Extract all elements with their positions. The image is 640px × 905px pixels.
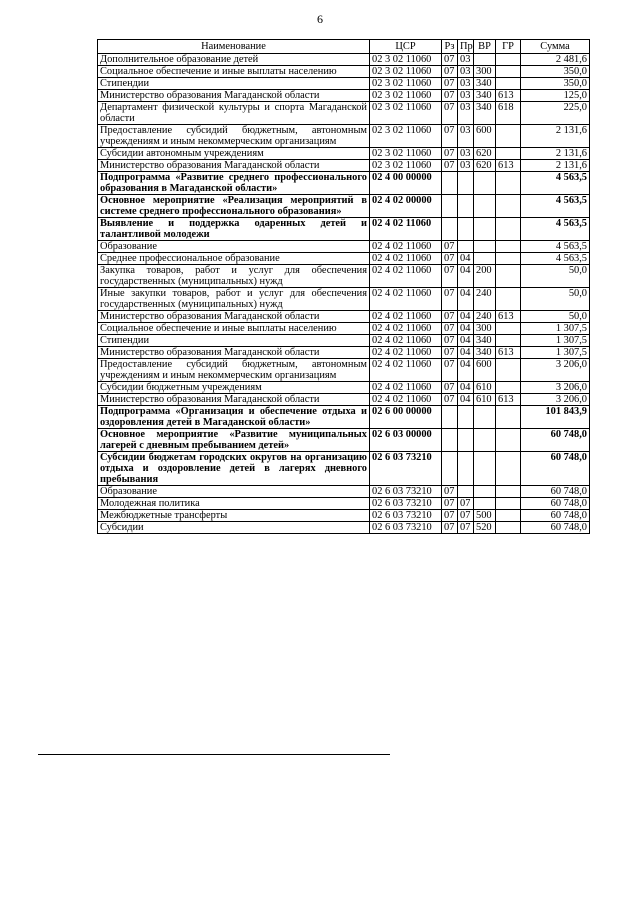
- cell-gr: [496, 486, 521, 498]
- cell-rz: 07: [442, 160, 458, 172]
- cell-pr: 04: [458, 335, 474, 347]
- cell-csr: 02 4 02 11060: [370, 382, 442, 394]
- cell-name: Стипендии: [98, 335, 370, 347]
- cell-vr: 600: [474, 359, 496, 382]
- cell-gr: [496, 510, 521, 522]
- table-body: [98, 54, 590, 534]
- cell-sum: 125,0: [521, 90, 590, 102]
- cell-name: Межбюджетные трансферты: [98, 510, 370, 522]
- cell-csr: 02 3 02 11060: [370, 102, 442, 125]
- table-row: [98, 241, 590, 253]
- cell-sum: 1 307,5: [521, 323, 590, 335]
- cell-pr: [458, 486, 474, 498]
- cell-pr: 03: [458, 125, 474, 148]
- cell-gr: [496, 429, 521, 452]
- cell-pr: 04: [458, 265, 474, 288]
- table-row: [98, 195, 590, 218]
- cell-rz: 07: [442, 148, 458, 160]
- cell-name: Министерство образования Магаданской области: [98, 394, 370, 406]
- cell-pr: 03: [458, 102, 474, 125]
- cell-gr: [496, 288, 521, 311]
- table-row: [98, 522, 590, 534]
- cell-sum: 50,0: [521, 265, 590, 288]
- cell-rz: [442, 452, 458, 486]
- table-row: [98, 335, 590, 347]
- cell-sum: 4 563,5: [521, 218, 590, 241]
- cell-csr: 02 4 02 11060: [370, 359, 442, 382]
- cell-vr: [474, 429, 496, 452]
- cell-sum: 3 206,0: [521, 394, 590, 406]
- table-header-row: [98, 40, 590, 54]
- page-number: 6: [317, 12, 323, 26]
- cell-pr: 03: [458, 148, 474, 160]
- header-rz: Рз: [442, 40, 458, 54]
- cell-rz: 07: [442, 102, 458, 125]
- table-row: [98, 394, 590, 406]
- cell-gr: [496, 265, 521, 288]
- cell-vr: 610: [474, 382, 496, 394]
- cell-vr: 340: [474, 90, 496, 102]
- cell-vr: 300: [474, 66, 496, 78]
- cell-rz: 07: [442, 66, 458, 78]
- cell-rz: 07: [442, 78, 458, 90]
- cell-pr: [458, 452, 474, 486]
- table-row: [98, 347, 590, 359]
- cell-sum: 1 307,5: [521, 347, 590, 359]
- cell-gr: 618: [496, 102, 521, 125]
- cell-name: Подпрограмма «Развитие среднего профессионального образования в Магаданской области»: [98, 172, 370, 195]
- cell-name: Предоставление субсидий бюджетным, автономным учреждениям и иным некоммерческим организациям: [98, 125, 370, 148]
- cell-csr: 02 4 02 11060: [370, 311, 442, 323]
- table-row: [98, 510, 590, 522]
- cell-gr: [496, 218, 521, 241]
- cell-sum: 60 748,0: [521, 510, 590, 522]
- cell-vr: 600: [474, 125, 496, 148]
- cell-vr: 620: [474, 148, 496, 160]
- cell-gr: [496, 359, 521, 382]
- cell-csr: 02 4 02 11060: [370, 335, 442, 347]
- cell-sum: 2 131,6: [521, 160, 590, 172]
- cell-name: Министерство образования Магаданской области: [98, 347, 370, 359]
- cell-sum: 1 307,5: [521, 335, 590, 347]
- cell-rz: 07: [442, 265, 458, 288]
- cell-pr: [458, 406, 474, 429]
- cell-pr: 07: [458, 510, 474, 522]
- cell-rz: 07: [442, 510, 458, 522]
- cell-vr: 300: [474, 323, 496, 335]
- cell-sum: 2 131,6: [521, 125, 590, 148]
- cell-sum: 101 843,9: [521, 406, 590, 429]
- table-row: [98, 78, 590, 90]
- cell-name: Дополнительное образование детей: [98, 54, 370, 66]
- cell-vr: 340: [474, 102, 496, 125]
- cell-rz: 07: [442, 335, 458, 347]
- cell-rz: 07: [442, 394, 458, 406]
- cell-vr: 500: [474, 510, 496, 522]
- cell-name: Предоставление субсидий бюджетным, автономным учреждениям и иным некоммерческим организациям: [98, 359, 370, 382]
- cell-vr: 240: [474, 288, 496, 311]
- cell-pr: [458, 241, 474, 253]
- cell-csr: 02 4 02 11060: [370, 323, 442, 335]
- cell-pr: 04: [458, 311, 474, 323]
- cell-vr: [474, 195, 496, 218]
- cell-csr: 02 6 03 73210: [370, 522, 442, 534]
- table-row: [98, 54, 590, 66]
- cell-csr: 02 4 02 11060: [370, 218, 442, 241]
- cell-pr: [458, 195, 474, 218]
- cell-name: Департамент физической культуры и спорта Магаданской области: [98, 102, 370, 125]
- cell-pr: 07: [458, 498, 474, 510]
- cell-rz: 07: [442, 311, 458, 323]
- cell-name: Закупка товаров, работ и услуг для обеспечения государственных (муниципальных) нужд: [98, 265, 370, 288]
- cell-gr: 613: [496, 394, 521, 406]
- cell-pr: 04: [458, 359, 474, 382]
- cell-pr: [458, 172, 474, 195]
- cell-sum: 60 748,0: [521, 522, 590, 534]
- header-pr: Пр: [458, 40, 474, 54]
- cell-vr: 620: [474, 160, 496, 172]
- cell-gr: 613: [496, 311, 521, 323]
- cell-name: Субсидии: [98, 522, 370, 534]
- table-row: [98, 311, 590, 323]
- table-row: [98, 90, 590, 102]
- cell-sum: 4 563,5: [521, 172, 590, 195]
- cell-gr: [496, 172, 521, 195]
- cell-gr: 613: [496, 347, 521, 359]
- cell-vr: 240: [474, 311, 496, 323]
- cell-rz: 07: [442, 288, 458, 311]
- cell-pr: [458, 218, 474, 241]
- cell-rz: 07: [442, 125, 458, 148]
- cell-name: Молодежная политика: [98, 498, 370, 510]
- cell-csr: 02 3 02 11060: [370, 148, 442, 160]
- cell-csr: 02 4 02 11060: [370, 241, 442, 253]
- cell-vr: 610: [474, 394, 496, 406]
- cell-gr: [496, 78, 521, 90]
- header-vr: ВР: [474, 40, 496, 54]
- table-row: [98, 172, 590, 195]
- cell-pr: 04: [458, 323, 474, 335]
- cell-sum: 3 206,0: [521, 359, 590, 382]
- cell-gr: [496, 253, 521, 265]
- cell-sum: 4 563,5: [521, 195, 590, 218]
- cell-name: Министерство образования Магаданской области: [98, 90, 370, 102]
- table-row: [98, 160, 590, 172]
- table-row: [98, 148, 590, 160]
- table-row: [98, 265, 590, 288]
- table-row: [98, 66, 590, 78]
- cell-sum: 50,0: [521, 288, 590, 311]
- cell-pr: 03: [458, 90, 474, 102]
- cell-name: Министерство образования Магаданской области: [98, 160, 370, 172]
- cell-vr: [474, 253, 496, 265]
- cell-sum: 50,0: [521, 311, 590, 323]
- cell-gr: [496, 125, 521, 148]
- cell-csr: 02 6 03 73210: [370, 486, 442, 498]
- cell-rz: [442, 172, 458, 195]
- cell-sum: 60 748,0: [521, 452, 590, 486]
- cell-csr: 02 6 03 00000: [370, 429, 442, 452]
- cell-name: Министерство образования Магаданской области: [98, 311, 370, 323]
- cell-pr: 04: [458, 394, 474, 406]
- cell-rz: [442, 218, 458, 241]
- cell-gr: [496, 498, 521, 510]
- cell-vr: 340: [474, 347, 496, 359]
- cell-csr: 02 3 02 11060: [370, 54, 442, 66]
- cell-sum: 2 131,6: [521, 148, 590, 160]
- cell-pr: 04: [458, 253, 474, 265]
- cell-sum: 3 206,0: [521, 382, 590, 394]
- cell-name: Образование: [98, 486, 370, 498]
- table-row: [98, 288, 590, 311]
- cell-rz: 07: [442, 253, 458, 265]
- cell-pr: 03: [458, 66, 474, 78]
- cell-rz: 07: [442, 522, 458, 534]
- cell-csr: 02 4 02 11060: [370, 253, 442, 265]
- cell-gr: [496, 323, 521, 335]
- cell-rz: 07: [442, 323, 458, 335]
- cell-vr: 340: [474, 335, 496, 347]
- cell-rz: 07: [442, 54, 458, 66]
- cell-name: Выявление и поддержка одаренных детей и талантливой молодежи: [98, 218, 370, 241]
- cell-name: Субсидии бюджетным учреждениям: [98, 382, 370, 394]
- cell-name: Среднее профессиональное образование: [98, 253, 370, 265]
- cell-sum: 4 563,5: [521, 253, 590, 265]
- cell-gr: [496, 382, 521, 394]
- cell-vr: 340: [474, 78, 496, 90]
- header-csr: ЦСР: [370, 40, 442, 54]
- cell-name: Субсидии бюджетам городских округов на организацию отдыха и оздоровление детей в лагерях дневного пребывания: [98, 452, 370, 486]
- cell-csr: 02 6 03 73210: [370, 510, 442, 522]
- cell-sum: 350,0: [521, 66, 590, 78]
- cell-csr: 02 4 02 11060: [370, 288, 442, 311]
- cell-csr: 02 3 02 11060: [370, 66, 442, 78]
- cell-name: Стипендии: [98, 78, 370, 90]
- cell-rz: 07: [442, 241, 458, 253]
- cell-sum: 350,0: [521, 78, 590, 90]
- cell-sum: 60 748,0: [521, 429, 590, 452]
- footer-divider: [38, 754, 390, 755]
- cell-sum: 60 748,0: [521, 498, 590, 510]
- cell-vr: [474, 486, 496, 498]
- table-row: [98, 452, 590, 486]
- cell-gr: 613: [496, 90, 521, 102]
- table-row: [98, 486, 590, 498]
- table-row: [98, 429, 590, 452]
- cell-gr: [496, 406, 521, 429]
- cell-sum: 4 563,5: [521, 241, 590, 253]
- cell-vr: [474, 498, 496, 510]
- cell-vr: 200: [474, 265, 496, 288]
- cell-name: Подпрограмма «Организация и обеспечение отдыха и оздоровления детей в Магаданской области»: [98, 406, 370, 429]
- cell-pr: 03: [458, 160, 474, 172]
- table-row: [98, 406, 590, 429]
- cell-gr: 613: [496, 160, 521, 172]
- table-row: [98, 359, 590, 382]
- cell-rz: [442, 406, 458, 429]
- table-row: [98, 253, 590, 265]
- cell-vr: [474, 218, 496, 241]
- cell-sum: 60 748,0: [521, 486, 590, 498]
- cell-csr: 02 4 02 11060: [370, 265, 442, 288]
- cell-name: Основное мероприятие «Реализация мероприятий в системе среднего профессионального образования»: [98, 195, 370, 218]
- cell-gr: [496, 54, 521, 66]
- header-name: Наименование: [98, 40, 370, 54]
- cell-rz: 07: [442, 498, 458, 510]
- table-row: [98, 102, 590, 125]
- cell-csr: 02 4 02 11060: [370, 394, 442, 406]
- cell-name: Иные закупки товаров, работ и услуг для обеспечения государственных (муниципальных) нужд: [98, 288, 370, 311]
- cell-csr: 02 4 02 11060: [370, 347, 442, 359]
- cell-pr: 03: [458, 78, 474, 90]
- cell-vr: [474, 241, 496, 253]
- cell-pr: 07: [458, 522, 474, 534]
- cell-pr: 04: [458, 347, 474, 359]
- cell-pr: 04: [458, 288, 474, 311]
- cell-vr: [474, 406, 496, 429]
- cell-rz: 07: [442, 382, 458, 394]
- cell-rz: 07: [442, 90, 458, 102]
- table-row: [98, 498, 590, 510]
- cell-name: Социальное обеспечение и иные выплаты населению: [98, 66, 370, 78]
- cell-vr: [474, 172, 496, 195]
- table-row: [98, 382, 590, 394]
- cell-pr: 03: [458, 54, 474, 66]
- cell-rz: [442, 429, 458, 452]
- budget-table: [97, 39, 590, 534]
- cell-pr: 04: [458, 382, 474, 394]
- cell-rz: 07: [442, 359, 458, 382]
- cell-rz: 07: [442, 486, 458, 498]
- cell-vr: [474, 452, 496, 486]
- cell-vr: [474, 54, 496, 66]
- cell-gr: [496, 148, 521, 160]
- cell-gr: [496, 241, 521, 253]
- cell-gr: [496, 195, 521, 218]
- cell-name: Образование: [98, 241, 370, 253]
- table-row: [98, 125, 590, 148]
- cell-csr: 02 6 03 73210: [370, 452, 442, 486]
- cell-csr: 02 3 02 11060: [370, 160, 442, 172]
- table-row: [98, 218, 590, 241]
- cell-gr: [496, 66, 521, 78]
- cell-sum: 2 481,6: [521, 54, 590, 66]
- cell-csr: 02 6 03 73210: [370, 498, 442, 510]
- cell-gr: [496, 452, 521, 486]
- header-gr: ГР: [496, 40, 521, 54]
- cell-sum: 225,0: [521, 102, 590, 125]
- cell-gr: [496, 335, 521, 347]
- cell-csr: 02 3 02 11060: [370, 78, 442, 90]
- cell-csr: 02 4 00 00000: [370, 172, 442, 195]
- cell-csr: 02 3 02 11060: [370, 125, 442, 148]
- header-sum: Сумма: [521, 40, 590, 54]
- table-row: [98, 323, 590, 335]
- cell-csr: 02 4 02 00000: [370, 195, 442, 218]
- cell-rz: 07: [442, 347, 458, 359]
- cell-name: Основное мероприятие «Развитие муниципальных лагерей с дневным пребыванием детей»: [98, 429, 370, 452]
- cell-vr: 520: [474, 522, 496, 534]
- cell-csr: 02 3 02 11060: [370, 90, 442, 102]
- cell-name: Субсидии автономным учреждениям: [98, 148, 370, 160]
- cell-gr: [496, 522, 521, 534]
- cell-csr: 02 6 00 00000: [370, 406, 442, 429]
- cell-name: Социальное обеспечение и иные выплаты населению: [98, 323, 370, 335]
- cell-pr: [458, 429, 474, 452]
- cell-rz: [442, 195, 458, 218]
